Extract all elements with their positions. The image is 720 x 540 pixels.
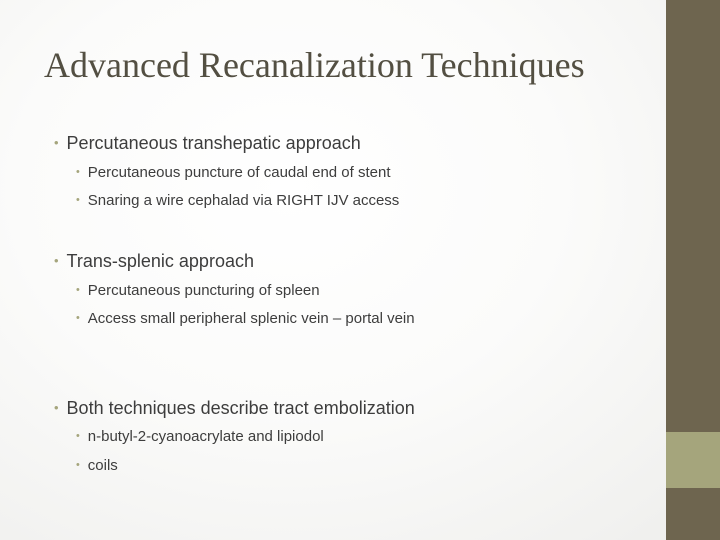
bullet-icon: • <box>54 253 59 268</box>
side-accent-block <box>666 432 720 488</box>
sub-bullet-item <box>76 192 399 209</box>
sub-bullet-item <box>76 457 118 474</box>
bullet-icon: • <box>76 430 80 442</box>
bullet-text: Percutaneous transhepatic approach <box>66 133 361 153</box>
sub-bullet-text: Percutaneous puncture of caudal end of stent <box>87 164 391 181</box>
sub-bullet-text: Percutaneous puncturing of spleen <box>87 282 320 299</box>
bullet-icon: • <box>54 400 59 415</box>
bullet-icon: • <box>76 459 80 471</box>
bullet-icon: • <box>76 194 80 206</box>
bullet-icon: • <box>76 312 80 324</box>
bullet-icon: • <box>76 284 80 296</box>
sub-bullet-item <box>76 282 320 299</box>
sub-bullet-item <box>76 428 324 445</box>
sub-bullet-text: Access small peripheral splenic vein – portal vein <box>87 310 415 327</box>
bullet-item <box>54 133 361 154</box>
bullet-text: Trans-splenic approach <box>66 251 254 271</box>
bullet-icon: • <box>54 135 59 150</box>
sub-bullet-item <box>76 310 415 327</box>
sub-bullet-text: coils <box>87 457 118 474</box>
sub-bullet-item <box>76 164 391 181</box>
slide-title: Advanced Recanalization Techniques <box>44 45 585 85</box>
bullet-text: Both techniques describe tract embolization <box>66 398 415 418</box>
bullet-icon: • <box>76 166 80 178</box>
bullet-item <box>54 251 254 272</box>
sub-bullet-text: Snaring a wire cephalad via RIGHT IJV access <box>87 192 400 209</box>
bullet-item <box>54 398 415 419</box>
sub-bullet-text: n-butyl-2-cyanoacrylate and lipiodol <box>87 428 324 445</box>
